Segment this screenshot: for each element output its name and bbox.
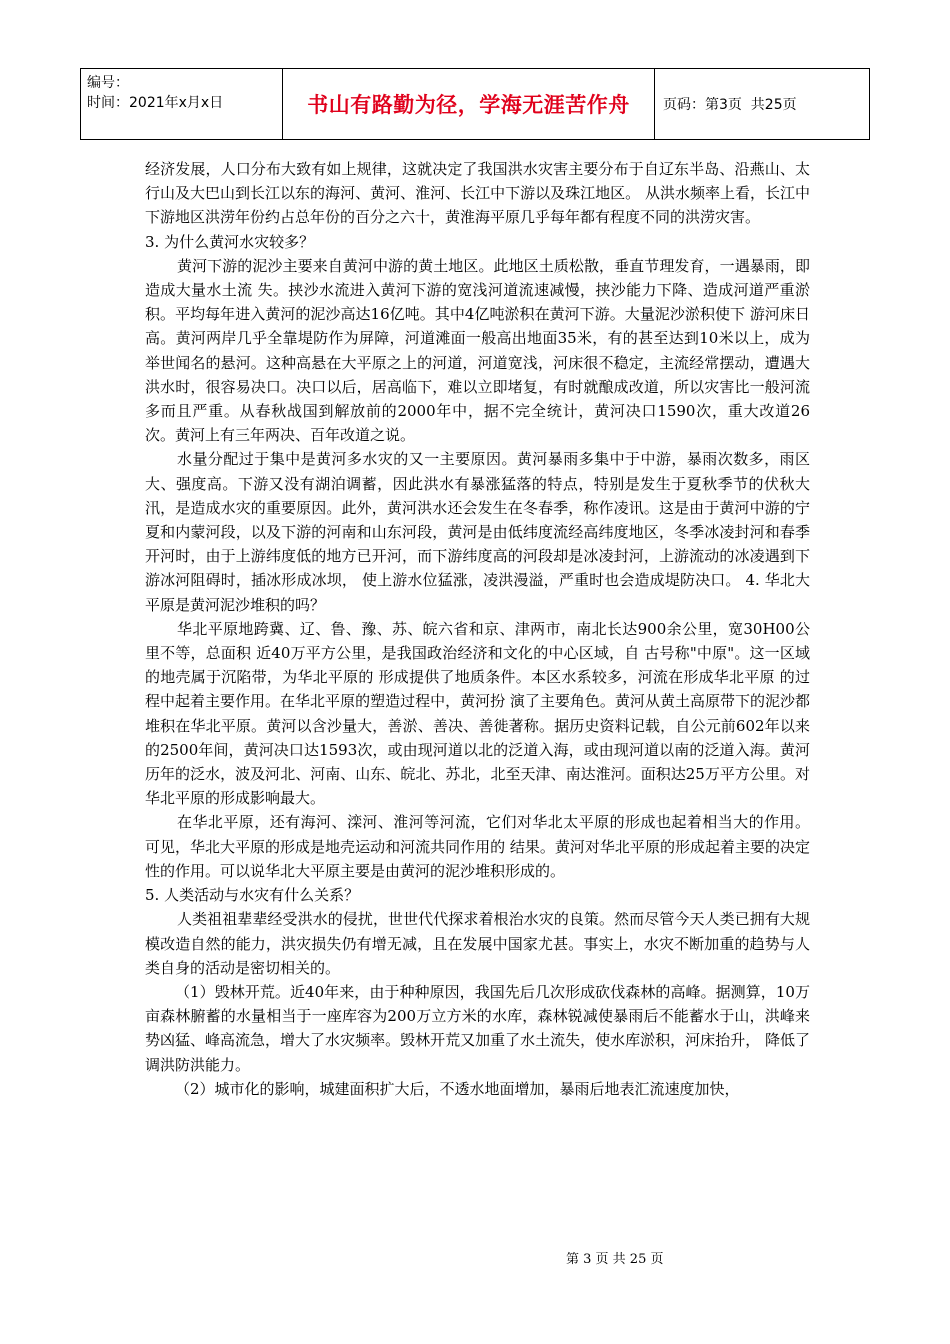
page-header: [80, 68, 870, 140]
section-heading: 3. 为什么黄河水灾较多？: [145, 232, 315, 251]
paragraph: 华北平原地跨冀、辽、鲁、豫、苏、皖六省和京、津两市，南北长达900余公里，宽30H00公里不等，总面积 近40万平方公里，是我国政治经济和文化的中心区域，自 古号称"中原"。这一区域的地壳属于沉陷带，为华北平原的 形成提供了地质条件。本区水系较多，河流在形成华北平原 的过程中起着主要作用。在华北平原的塑造过程中，黄河扮 演了主要角色。黄河从黄土高原带下的泥沙都堆积在华北平原。黄河以含沙量大，善淤、善决、善徙著称。据历史资料记载，自公元前602年以来的2500年间，黄河决口达1593次，或由现河道以北的泛道入海，或由现河道以南的泛道入海。黄河历年的泛水，波及河北、河南、山东、皖北、苏北，北至天津、南达淮河。面积达25万平方公里。对华北平原的形成影响最大。: [145, 619, 810, 808]
section-heading: 5. 人类活动与水灾有什么关系？: [145, 886, 360, 905]
paragraph: 黄河下游的泥沙主要来自黄河中游的黄土地区。此地区土质松散，垂直节理发育，一遇暴雨，即造成大量水土流 失。挟沙水流进入黄河下游的宽浅河道流速减慢，挟沙能力下降、造成河道严重淤积。平均每年进入黄河的泥沙高达16亿吨。其中4亿吨淤积在黄河下游。大量泥沙淤积使下 游河床日高。黄河两岸几乎全靠堤防作为屏障，河道滩面一般高出地面35米，有的甚至达到10米以上，成为举世闻名的悬河。这种高悬在大平原之上的河道，河道宽浅，河床很不稳定，主流经常摆动，遭遇大洪水时，很容易决口。决口以后，居高临下，难以立即堵复，有时就酿成改道，所以灾害比一般河流多而且严重。从春秋战国到解放前的2000年中，据不完全统计，黄河决口1590次，重大改道26次。黄河上有三年两决、百年改道之说。: [145, 256, 810, 445]
document-number-label: 编号：: [87, 75, 129, 91]
list-item: （2）城市化的影响，城建面积扩大后，不透水地面增加，暴雨后地表汇流速度加快，: [175, 1079, 740, 1098]
paragraph: 经济发展，人口分布大致有如上规律，这就决定了我国洪水灾害主要分布于自辽东半岛、沿燕山、太行山及大巴山到长江以东的海河、黄河、淮河、长江中下游以及珠江地区。 从洪水频率上看，长江中下游地区洪涝年份约占总年份的百分之六十，黄淮海平原几乎每年都有程度不同的洪涝灾害。: [145, 160, 810, 227]
paragraph: 在华北平原，还有海河、滦河、淮河等河流，它们对华北太平原的形成也起着相当大的作用。 可见，华北大平原的形成是地壳运动和河流共同作用的 结果。黄河对华北平原的形成起着主要的决定性的作用。可以说华北大平原主要是由黄河的泥沙堆积形成的。: [145, 813, 810, 880]
paragraph: 水量分配过于集中是黄河多水灾的又一主要原因。黄河暴雨多集中于中游，暴雨次数多，雨区大、强度高。下游又没有湖泊调蓄，因此洪水有暴涨猛落的特点，特别是发生于夏秋季节的伏秋大汛，是造成水灾的重要原因。此外，黄河洪水还会发生在冬春季，称作凌讯。这是由于黄河中游的宁夏和内蒙河段，以及下游的河南和山东河段，黄河是由低纬度流经高纬度地区，冬季冰凌封河和春季开河时，由于上游纬度低的地方已开河，而下游纬度高的河段却是冰凌封河，上游流动的冰凌遇到下游冰河阻碍时，插冰形成冰坝， 使上游水位猛涨，凌洪漫溢，严重时也会造成堤防决口。 4. 华北大平原是黄河泥沙堆积的吗？: [145, 450, 810, 614]
header-motto-cell: [283, 69, 655, 139]
document-body: [145, 157, 810, 1101]
header-meta-cell: [81, 69, 283, 139]
list-item: （1）毁林开荒。近40年来，由于种种原因，我国先后几次形成砍伐森林的高峰。据测算，10万亩森林腑蓄的水量相当于一座库容为200万立方米的水库，森林锐减使暴雨后不能蓄水于山，洪峰来势凶猛、峰高流急，增大了水灾频率。毁林开荒又加重了水土流失，使水库淤积，河床抬升， 降低了调洪防洪能力。: [145, 982, 810, 1074]
header-page-label: 页码：第3页 共25页: [663, 97, 797, 113]
paragraph: 人类祖祖辈辈经受洪水的侵扰，世世代代探求着根治水灾的良策。然而尽管今天人类已拥有大规模改造自然的能力，洪灾损失仍有增无减，且在发展中国家尤甚。事实上，水灾不断加重的趋势与人类自身的活动是密切相关的。: [145, 910, 810, 977]
document-time-label: 时间：2021年x月x日: [87, 95, 224, 111]
footer-page-number: 第 3 页 共 25 页: [566, 1252, 664, 1267]
header-page-cell: [655, 69, 869, 139]
header-motto: 书山有路勤为径，学海无涯苦作舟: [307, 93, 630, 117]
